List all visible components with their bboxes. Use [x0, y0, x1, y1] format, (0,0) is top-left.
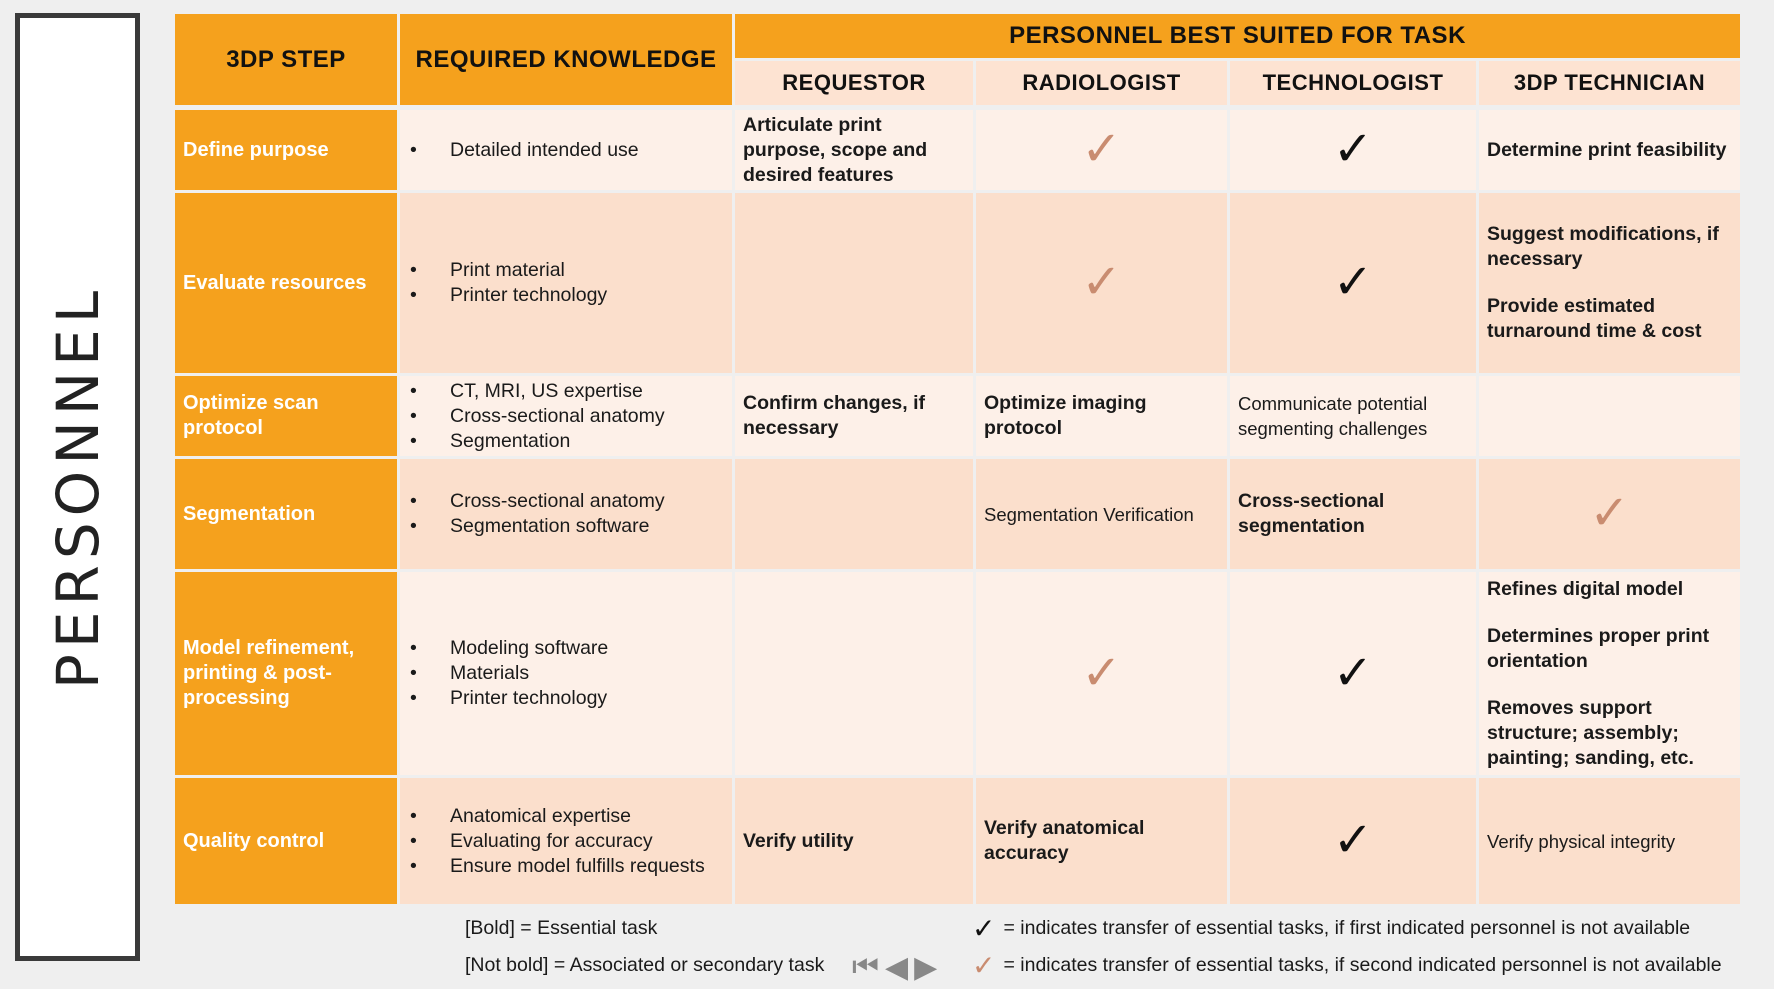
step-define-purpose: Define purpose [175, 110, 397, 190]
technician-task: Determines proper print orientation [1487, 624, 1710, 672]
knowledge-item: • Printer technology [408, 686, 608, 711]
knowledge-item: • Printer technology [408, 283, 607, 308]
knowledge-item: • Ensure model fulfills requests [408, 854, 705, 879]
side-panel [15, 13, 140, 961]
header-personnel: PERSONNEL BEST SUITED FOR TASK [735, 14, 1740, 58]
legend-not-bold: [Not bold] = Associated or secondary task [465, 954, 825, 976]
legend-light-check [972, 949, 1722, 982]
knowledge-item: • Modeling software [408, 636, 608, 661]
technician-optimize-scan [1479, 376, 1740, 456]
first-slide-icon[interactable]: ⏮ [852, 950, 879, 983]
knowledge-item: • Segmentation software [408, 514, 665, 539]
knowledge-segmentation [400, 459, 732, 569]
knowledge-item: • Evaluating for accuracy [408, 829, 705, 854]
radiologist-define-purpose [976, 110, 1227, 190]
technician-define-purpose: Determine print feasibility [1479, 110, 1740, 190]
legend-dark-check [972, 912, 1690, 945]
radiologist-optimize-scan: Optimize imaging protocol [976, 376, 1227, 456]
light-check-icon: ✓ [1081, 123, 1122, 176]
header-technologist: TECHNOLOGIST [1230, 61, 1476, 105]
knowledge-item: • Materials [408, 661, 608, 686]
knowledge-quality-control [400, 778, 732, 904]
knowledge-optimize-scan [400, 376, 732, 456]
technologist-model-refinement [1230, 572, 1476, 775]
next-slide-icon[interactable]: ▶ [914, 950, 938, 984]
dark-check-icon: ✓ [1332, 646, 1374, 700]
dark-check-icon: ✓ [1332, 256, 1374, 309]
dark-check-icon: ✓ [1332, 814, 1374, 867]
light-check-icon: ✓ [1589, 487, 1630, 540]
technician-quality-control: Verify physical integrity [1479, 778, 1740, 904]
technician-task: Refines digital model [1487, 577, 1684, 600]
legend-dark-check-text: = indicates transfer of essential tasks, if first indicated personnel is not available [1003, 917, 1691, 939]
technician-task: Provide estimated turnaround time & cost [1487, 295, 1702, 342]
radiologist-segmentation: Segmentation Verification [976, 459, 1227, 569]
header-requestor: REQUESTOR [735, 61, 973, 105]
knowledge-item: • Print material [408, 258, 607, 283]
personnel-table [175, 14, 1740, 904]
step-segmentation: Segmentation [175, 459, 397, 569]
header-radiologist: RADIOLOGIST [976, 61, 1227, 105]
step-evaluate-resources: Evaluate resources [175, 193, 397, 373]
light-check-icon: ✓ [1081, 646, 1122, 700]
requestor-quality-control: Verify utility [735, 778, 973, 904]
knowledge-item: • CT, MRI, US expertise [408, 379, 665, 404]
knowledge-item: • Anatomical expertise [408, 804, 705, 829]
step-model-refinement: Model refinement, printing & post-processing [175, 572, 397, 775]
legend-bold: [Bold] = Essential task [465, 917, 658, 939]
knowledge-model-refinement [400, 572, 732, 775]
slide-navigation [852, 948, 956, 986]
technician-evaluate-resources [1479, 193, 1740, 373]
knowledge-item: • Segmentation [408, 429, 665, 454]
header-technician: 3DP TECHNICIAN [1479, 61, 1740, 105]
radiologist-evaluate-resources [976, 193, 1227, 373]
requestor-segmentation [735, 459, 973, 569]
knowledge-evaluate-resources [400, 193, 732, 373]
knowledge-item: • Detailed intended use [408, 138, 639, 163]
side-label: PERSONNEL [43, 284, 112, 690]
requestor-optimize-scan: Confirm changes, if necessary [735, 376, 973, 456]
technologist-segmentation: Cross-sectional segmentation [1230, 459, 1476, 569]
technologist-evaluate-resources [1230, 193, 1476, 373]
radiologist-model-refinement [976, 572, 1227, 775]
light-check-icon: ✓ [972, 950, 996, 981]
light-check-icon: ✓ [1081, 256, 1122, 309]
technologist-optimize-scan: Communicate potential segmenting challenges [1230, 376, 1476, 456]
technician-segmentation [1479, 459, 1740, 569]
header-step: 3DP STEP [175, 14, 397, 105]
requestor-evaluate-resources [735, 193, 973, 373]
requestor-define-purpose: Articulate print purpose, scope and desired features [735, 110, 973, 190]
technician-model-refinement [1479, 572, 1740, 775]
step-quality-control: Quality control [175, 778, 397, 904]
technologist-quality-control [1230, 778, 1476, 904]
knowledge-define-purpose [400, 110, 732, 190]
technician-task: Suggest modifications, if necessary [1487, 223, 1719, 270]
legend-light-check-text: = indicates transfer of essential tasks, if second indicated personnel is not available [1003, 954, 1722, 976]
requestor-model-refinement [735, 572, 973, 775]
knowledge-item: • Cross-sectional anatomy [408, 404, 665, 429]
radiologist-quality-control: Verify anatomical accuracy [976, 778, 1227, 904]
dark-check-icon: ✓ [1332, 123, 1374, 176]
technician-task: Removes support structure; assembly; painting; sanding, etc. [1487, 696, 1694, 769]
technologist-define-purpose [1230, 110, 1476, 190]
knowledge-item: • Cross-sectional anatomy [408, 489, 665, 514]
header-knowledge: REQUIRED KNOWLEDGE [400, 14, 732, 105]
previous-slide-icon[interactable]: ◀ [885, 950, 909, 984]
dark-check-icon: ✓ [972, 913, 996, 944]
step-optimize-scan: Optimize scan protocol [175, 376, 397, 456]
